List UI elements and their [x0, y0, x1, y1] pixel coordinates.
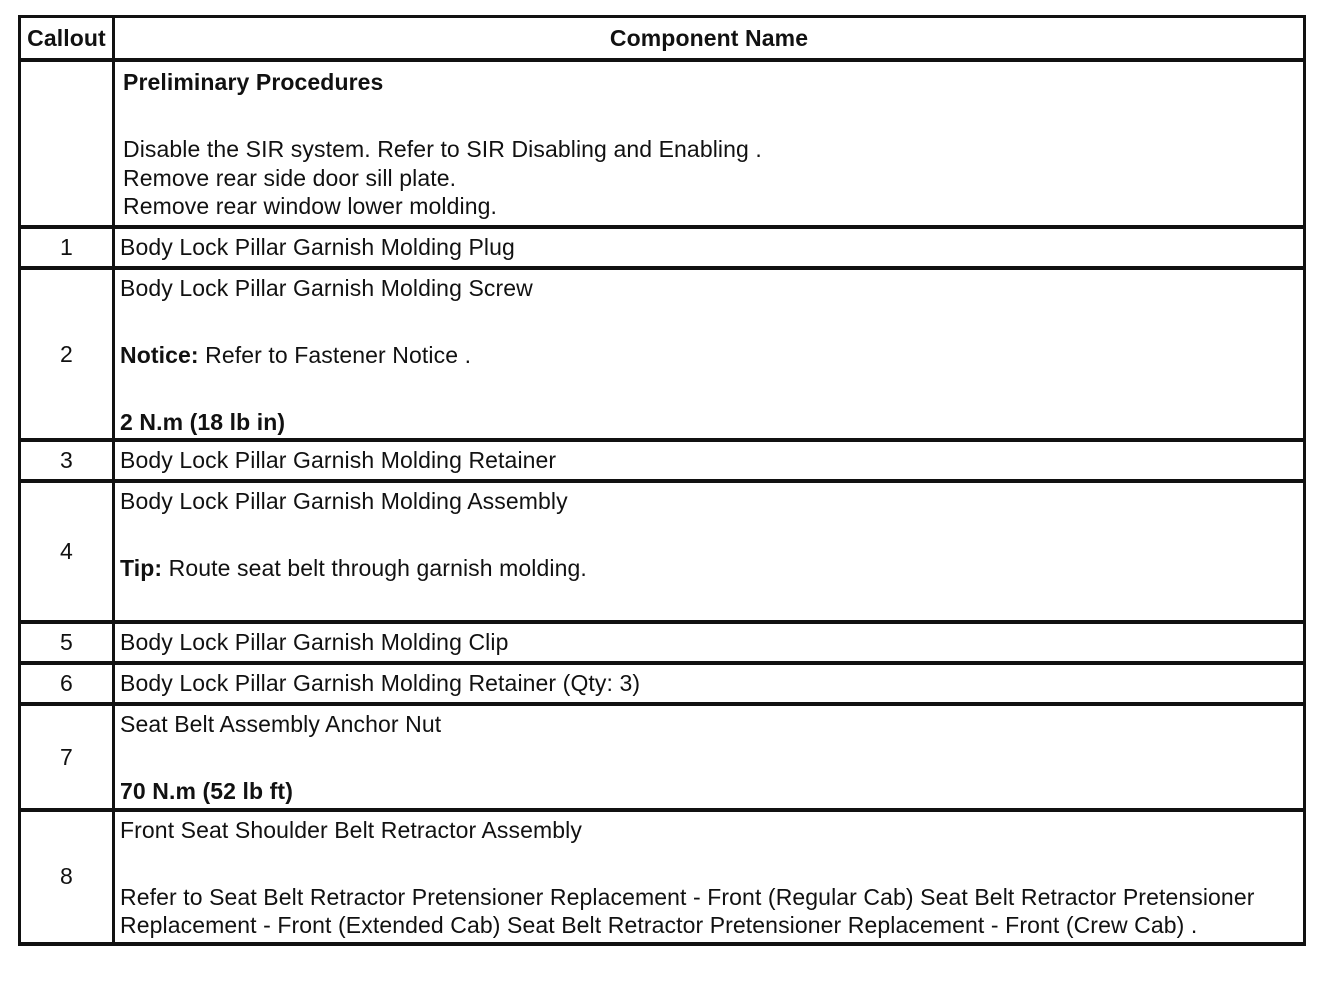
callout-number: 8 — [21, 812, 115, 946]
callout-number: 7 — [21, 706, 115, 812]
component-name: Body Lock Pillar Garnish Molding Retainer (Qty: 3) — [115, 665, 1306, 706]
notice-text: Refer to Fastener Notice . — [198, 341, 472, 368]
component-cell — [115, 706, 1306, 812]
component-name: Body Lock Pillar Garnish Molding Assembly — [120, 488, 568, 514]
callout-number: 1 — [21, 229, 115, 270]
component-cell — [115, 812, 1306, 946]
component-name: Body Lock Pillar Garnish Molding Clip — [115, 624, 1306, 665]
table-row — [21, 706, 1306, 812]
header-row — [21, 18, 1306, 62]
table-row — [21, 229, 1306, 270]
table-row — [21, 812, 1306, 946]
component-name-header: Component Name — [115, 18, 1306, 62]
preliminary-line: Disable the SIR system. Refer to SIR Disabling and Enabling . — [123, 136, 762, 162]
table-row — [21, 270, 1306, 443]
notice-line — [120, 341, 1299, 370]
preliminary-line: Remove rear window lower molding. — [123, 193, 498, 219]
callout-number: 2 — [21, 270, 115, 443]
component-cell — [115, 483, 1306, 624]
callout-header: Callout — [21, 18, 115, 62]
table-row — [21, 624, 1306, 665]
preliminary-row — [21, 62, 1306, 229]
component-name: Body Lock Pillar Garnish Molding Screw — [120, 274, 533, 301]
component-name: Seat Belt Assembly Anchor Nut — [120, 711, 442, 737]
callout-number: 6 — [21, 665, 115, 706]
callout-number: 4 — [21, 483, 115, 624]
table-row — [21, 665, 1306, 706]
table-row — [21, 483, 1306, 624]
callout-number: 3 — [21, 442, 115, 483]
component-name: Front Seat Shoulder Belt Retractor Assembly — [120, 816, 582, 843]
callout-number: 5 — [21, 624, 115, 665]
preliminary-callout-cell — [21, 62, 115, 229]
refer-text: Refer to Seat Belt Retractor Pretensioner Replacement - Front (Regular Cab) Seat Belt Retractor Pretensioner Replacement - Front (Extended Cab) Seat Belt Retractor Pretensioner Replacement - Front (Crew Cab) . — [120, 883, 1255, 938]
component-table — [18, 15, 1306, 946]
tip-text: Route seat belt through garnish molding. — [162, 555, 587, 581]
preliminary-title: Preliminary Procedures — [123, 69, 384, 95]
torque-spec: 2 N.m (18 lb in) — [120, 408, 286, 435]
preliminary-line: Remove rear side door sill plate. — [123, 164, 457, 191]
torque-spec: 70 N.m (52 lb ft) — [120, 778, 293, 804]
tip-line — [120, 554, 1299, 583]
table-row — [21, 442, 1306, 483]
component-name: Body Lock Pillar Garnish Molding Retainer — [115, 442, 1306, 483]
preliminary-cell — [115, 62, 1306, 229]
tip-label: Tip: — [120, 555, 163, 581]
notice-label: Notice: — [120, 341, 199, 368]
component-cell — [115, 270, 1306, 443]
component-name: Body Lock Pillar Garnish Molding Plug — [115, 229, 1306, 270]
